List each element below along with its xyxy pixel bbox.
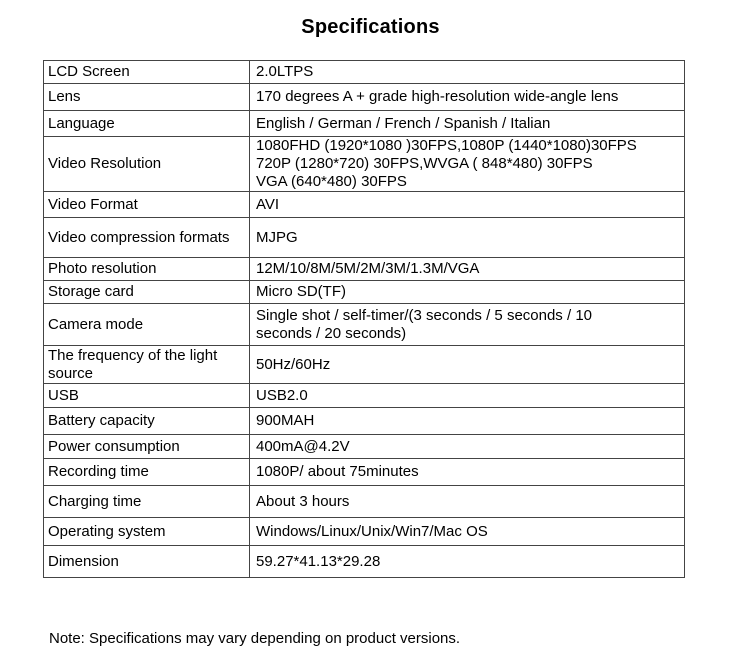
spec-value-line: 2.0LTPS (256, 63, 314, 80)
spec-row (44, 486, 685, 518)
spec-label: Camera mode (44, 304, 250, 346)
spec-label: Recording time (44, 459, 250, 486)
spec-value (250, 384, 685, 408)
spec-value-line: 170 degrees A + grade high-resolution wide-angle lens (256, 88, 619, 105)
spec-row (44, 459, 685, 486)
spec-label: Operating system (44, 518, 250, 546)
spec-value-line: 400mA@4.2V (256, 437, 350, 455)
spec-value (250, 546, 685, 578)
spec-value-line: 720P (1280*720) 30FPS,WVGA ( 848*480) 30FPS (256, 155, 593, 172)
spec-label: Video Format (44, 192, 250, 218)
spec-value-line: AVI (256, 195, 280, 213)
spec-label: USB (44, 384, 250, 408)
spec-label: Storage card (44, 281, 250, 304)
spec-value (250, 137, 685, 192)
spec-value (250, 435, 685, 459)
spec-row (44, 435, 685, 459)
specifications-table (43, 60, 685, 578)
spec-label: Dimension (44, 546, 250, 578)
spec-value-line: VGA (640*480) 30FPS (256, 173, 407, 190)
spec-value (250, 518, 685, 546)
spec-value-line: seconds / 20 seconds) (256, 324, 407, 342)
spec-value-line: 12M/10/8M/5M/2M/3M/1.3M/VGA (256, 260, 480, 277)
spec-row (44, 218, 685, 258)
spec-label: Language (44, 111, 250, 137)
spec-value-line: MJPG (256, 228, 298, 246)
page-title: Specifications (301, 16, 440, 38)
spec-value (250, 281, 685, 304)
spec-row (44, 137, 685, 192)
spec-row (44, 546, 685, 578)
footnote: Note: Specifications may vary depending on product versions. (49, 630, 461, 647)
spec-row (44, 111, 685, 137)
spec-value (250, 192, 685, 218)
spec-value-line: USB2.0 (256, 386, 308, 404)
spec-value (250, 258, 685, 281)
spec-row (44, 258, 685, 281)
spec-label: Video compression formats (44, 218, 250, 258)
spec-label: Charging time (44, 486, 250, 518)
spec-value (250, 111, 685, 137)
spec-value (250, 486, 685, 518)
spec-value-line: 1080P/ about 75minutes (256, 463, 419, 480)
spec-value-line: About 3 hours (256, 492, 350, 510)
spec-value (250, 346, 685, 384)
spec-label: Power consumption (44, 435, 250, 459)
spec-row (44, 281, 685, 304)
spec-row (44, 304, 685, 346)
spec-row (44, 346, 685, 384)
spec-value-line: 50Hz/60Hz (256, 355, 331, 373)
spec-label: Video Resolution (44, 137, 250, 192)
spec-value (250, 304, 685, 346)
spec-value-line: 59.27*41.13*29.28 (256, 552, 381, 570)
specifications-table-body (44, 61, 685, 578)
spec-value-line: English / German / French / Spanish / Italian (256, 114, 551, 132)
spec-label: Lens (44, 84, 250, 111)
spec-value (250, 408, 685, 435)
spec-row (44, 84, 685, 111)
spec-value (250, 61, 685, 84)
spec-value (250, 459, 685, 486)
spec-value-line: Single shot / self-timer/(3 seconds / 5 seconds / 10 (256, 306, 592, 324)
spec-label: The frequency of the light source (44, 346, 250, 384)
spec-value-line: Micro SD(TF) (256, 283, 346, 300)
spec-value-line: 900MAH (256, 412, 315, 429)
spec-value (250, 218, 685, 258)
spec-label: Battery capacity (44, 408, 250, 435)
spec-row (44, 192, 685, 218)
spec-value-line: Windows/Linux/Unix/Win7/Mac OS (256, 522, 488, 540)
spec-row (44, 518, 685, 546)
spec-row (44, 384, 685, 408)
spec-row (44, 61, 685, 84)
spec-value (250, 84, 685, 111)
spec-label: Photo resolution (44, 258, 250, 281)
spec-value-line: 1080FHD (1920*1080 )30FPS,1080P (1440*1080)30FPS (256, 137, 637, 154)
spec-label: LCD Screen (44, 61, 250, 84)
spec-row (44, 408, 685, 435)
